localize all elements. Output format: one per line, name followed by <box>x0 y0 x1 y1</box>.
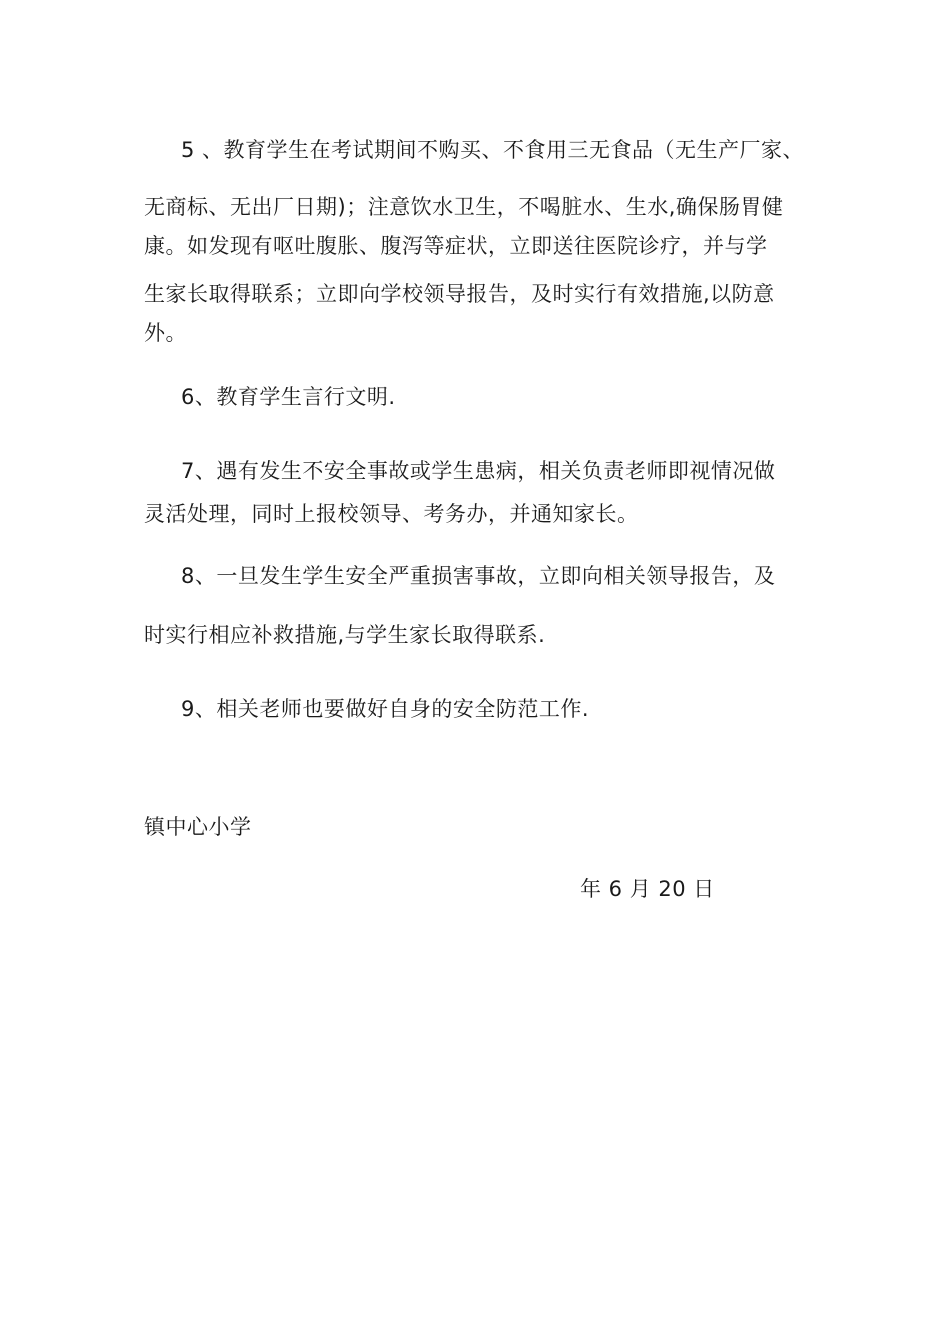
signature: 镇中心小学 <box>144 815 252 839</box>
item-8-line-2: 时实行相应补救措施,与学生家长取得联系. <box>144 623 546 647</box>
item-6-line-1: 6、教育学生言行文明. <box>181 385 396 409</box>
item-5-line-4: 生家长取得联系；立即向学校领导报告，及时实行有效措施,以防意 <box>144 282 775 306</box>
item-5-line-3: 康。如发现有呕吐腹胀、腹泻等症状，立即送往医院诊疗，并与学 <box>144 234 768 258</box>
item-8-line-1: 8、一旦发生学生安全严重损害事故，立即向相关领导报告，及 <box>181 564 776 588</box>
item-7-line-2: 灵活处理，同时上报校领导、考务办，并通知家长。 <box>144 502 639 526</box>
item-7-line-1: 7、遇有发生不安全事故或学生患病，相关负责老师即视情况做 <box>181 459 776 483</box>
item-5-line-1: 5 、教育学生在考试期间不购买、不食用三无食品（无生产厂家、 <box>181 138 805 162</box>
item-9-line-1: 9、相关老师也要做好自身的安全防范工作. <box>181 697 590 721</box>
date: 年 6 月 20 日 <box>580 877 715 901</box>
item-5-line-5: 外。 <box>144 321 187 345</box>
item-5-line-2: 无商标、无出厂日期)；注意饮水卫生，不喝脏水、生水,确保肠胃健 <box>144 195 784 219</box>
